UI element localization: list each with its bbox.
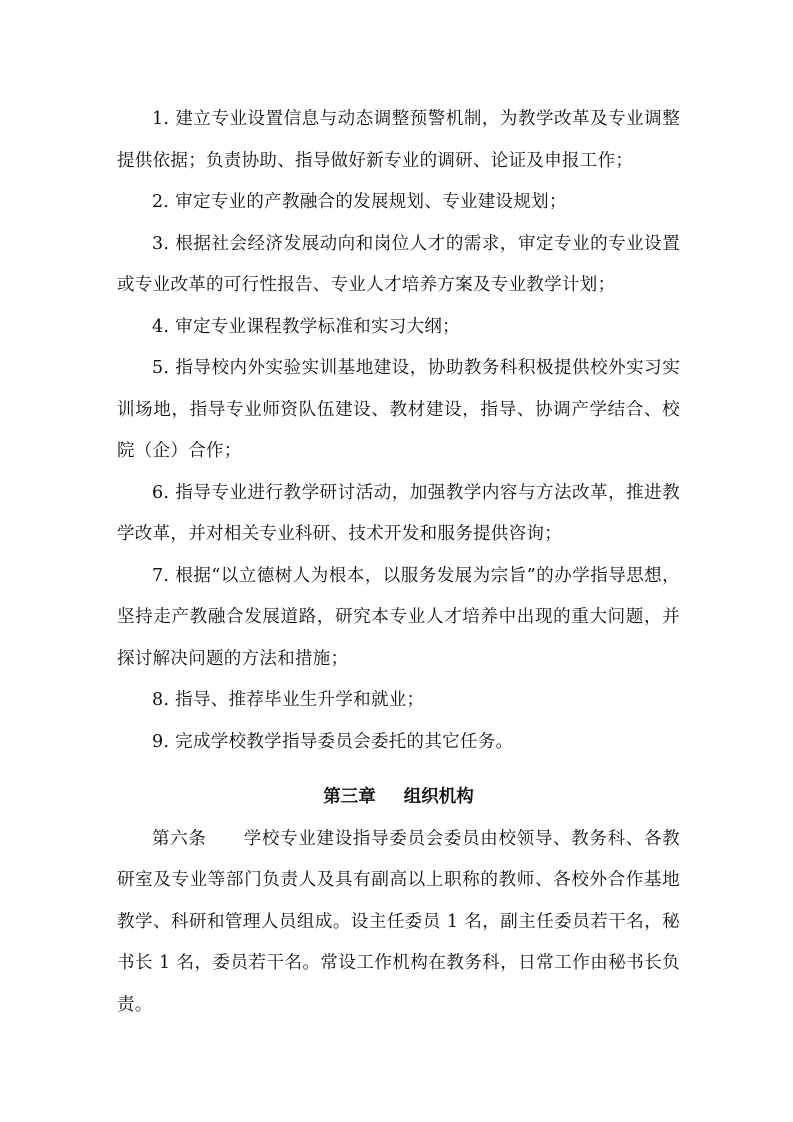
- article-text: 学校专业建设指导委员会委员由校领导、教务科、各教研室及专业等部门负责人及具有副高以上职称的教师、各校外合作基地教学、科研和管理人员组成。设主任委员 1 名，副主任委员若干名，秘书长 1 名，委员若干名。常设工作机构在教务科，日常工作由秘书长负责。: [117, 828, 680, 1015]
- duty-item-4: 4. 审定专业课程教学标准和实习大纲；: [152, 316, 460, 337]
- duty-item-8: 8. 指导、推荐毕业生升学和就业；: [152, 690, 425, 710]
- document-page: [117, 99, 680, 1026]
- chapter-number: 第三章: [323, 787, 376, 807]
- duty-item-5: 5. 指导校内外实验实训基地建设，协助教务科积极提供校外实习实训场地，指导专业师资队伍建设、教材建设，指导、协调产学结合、校院（企）合作；: [117, 358, 680, 461]
- chapter-heading: [117, 777, 680, 819]
- duty-item-6: 6. 指导专业进行教学研讨活动，加强教学内容与方法改革，推进教学改革，并对相关专业科研、技术开发和服务提供咨询；: [117, 482, 680, 544]
- duty-item-3: 3. 根据社会经济发展动向和岗位人才的需求，审定专业的专业设置或专业改革的可行性报告、专业人才培养方案及专业教学计划；: [117, 233, 680, 295]
- article-label: 第六条: [152, 828, 207, 849]
- duty-item-7: 7. 根据“以立德树人为根本，以服务发展为宗旨”的办学指导思想，坚持走产教融合发展道路，研究本专业人才培养中出现的重大问题，并探讨解决问题的方法和措施；: [117, 565, 680, 669]
- duty-item-9: 9. 完成学校教学指导委员会委托的其它任务。: [152, 731, 514, 752]
- article-six: [117, 819, 680, 1027]
- chapter-title: 组织机构: [403, 787, 474, 807]
- duty-item-1: 1. 建立专业设置信息与动态调整预警机制，为教学改革及专业调整提供依据；负责协助、指导做好新专业的调研、论证及申报工作；: [117, 109, 680, 171]
- duty-item-2: 2. 审定专业的产教融合的发展规划、专业建设规划；: [152, 192, 567, 212]
